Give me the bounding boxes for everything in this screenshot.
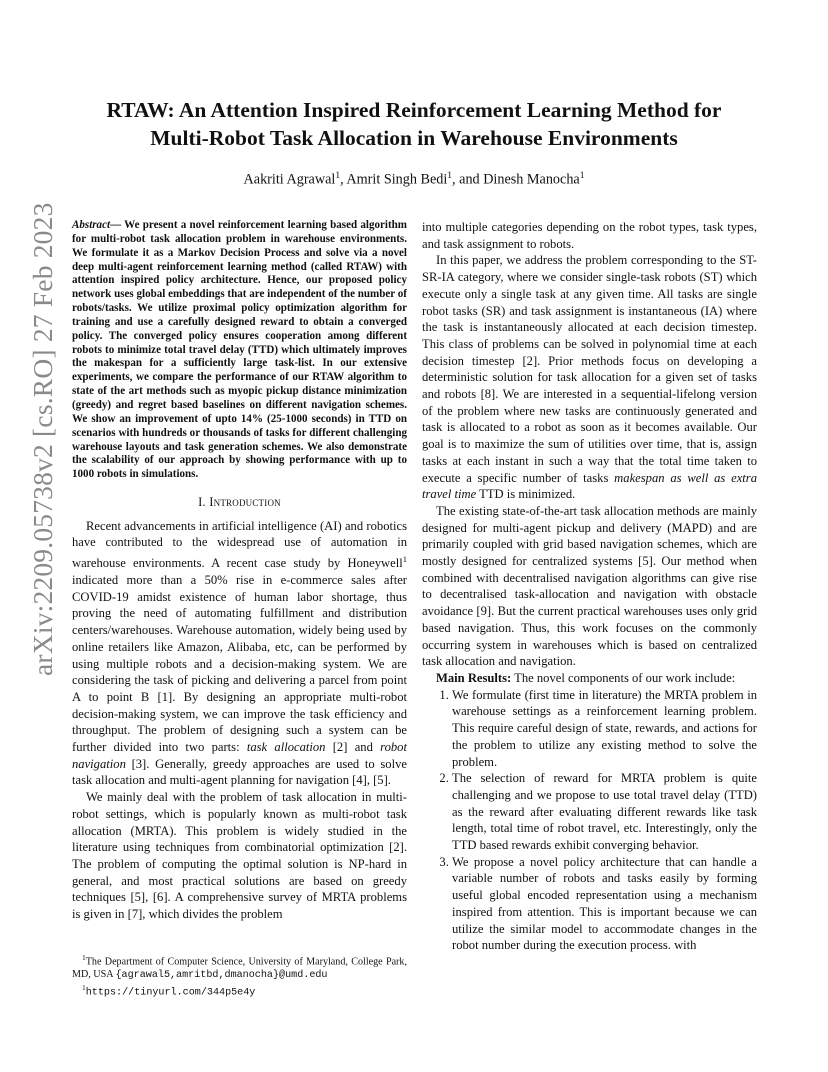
author-1: Aakriti Agrawal <box>243 171 336 188</box>
author-3: Dinesh Manocha <box>483 171 580 188</box>
author-2: Amrit Singh Bedi <box>346 171 448 188</box>
abstract: Abstract— We present a novel reinforcement learning based algorithm for multi-robot task allocation problem in warehouse environments. We formulate it as a Markov Decision Process and solve via a novel deep multi-agent reinforcement learning method (called RTAW) with attention inspired policy architecture. Hence, our proposed policy network uses global embeddings that are independent of the number of robots/tasks. We utilize proximal policy optimization algorithm for training and use a carefully designed reward to obtain a converged policy. The converged policy ensures cooperation among different robots to minimize total travel delay (TTD) which ultimately improves the makespan for a sufficiently large task-list. In our extensive experiments, we compare the performance of our RTAW algorithm to state of the art methods such as myopic pickup distance minimization (greedy) and regret based baselines on different navigation schemes. We show an improvement of upto 14% (25-1000 seconds) in TTD on scenarios with hundreds or thousands of tasks for different challenging warehouse layouts and task generation schemes. We also demonstrate the scalability of our approach by showing performance with up to 1000 robots in simulations. <box>72 219 407 481</box>
paper-title <box>70 96 758 152</box>
affiliation-mark-3: 1 <box>579 171 585 181</box>
title-line-2: Multi-Robot Task Allocation in Warehouse Environments <box>150 126 678 150</box>
main-results-intro: Main Results: The novel components of our work include: <box>436 670 736 685</box>
right-paragraph-continued: into multiple categories depending on the robot types, task types, and task assignment to robots. <box>422 220 757 251</box>
abstract-text: We present a novel reinforcement learning based algorithm for multi-robot task allocation problem in warehouse environments. We formulate it as a Markov Decision Process and solve via a novel deep multi-agent reinforcement learning method (called RTAW) with attention inspired policy architecture. Hence, our proposed policy network uses global embeddings that are independent of the number of robots/tasks. We utilize proximal policy optimization algorithm for training and use a carefully designed reward to obtain a converged policy. The converged policy ensures cooperation among different robots to minimize total travel delay (TTD) which ultimately improves the makespan for a sufficiently large task-list. In our extensive experiments, we compare the performance of our RTAW algorithm to state of the art methods such as myopic pickup distance minimization (greedy) and regret based baselines on different navigation schemes. We show an improvement of upto 14% (25-1000 seconds) in TTD on scenarios with hundreds or thousands of tasks for different challenging warehouse layouts and task generation schemes. We also demonstrate the scalability of our approach by showing performance with up to 1000 robots in simulations. <box>72 219 407 481</box>
left-column <box>72 219 407 923</box>
footnote-url: $^1$https://tinyurl.com/344p5e4y <box>82 982 256 999</box>
author-emails: {agrawal5,amritbd,dmanocha}@umd.edu <box>115 969 328 981</box>
section-heading-introduction: I. Introduction <box>198 495 281 510</box>
right-paragraph-existing-methods: The existing state-of-the-art task allocation methods are mainly designed for multi-agent pickup and delivery (MAPD) and are primarily coupled with grid based navigation schemes, which are mostly designed for centralized systems [5]. Our method when combined with decentralised navigation algorithms can give rise to decentralised task-allocation and navigation with obstacle avoidance [9]. But the current practical warehouses uses only grid based navigation. Thus, this work focuses on the commonly occurring system in warehouses which is based on centralized task allocation and navigation. <box>422 503 757 669</box>
intro-paragraph-2: We mainly deal with the problem of task allocation in multi-robot settings, which is popularly known as multi-robot task allocation (MRTA). This problem is widely studied in the literature using techniques from combinatorial optimization [2]. The problem of computing the optimal solution is NP-hard in general, and most practical solutions are based on greedy techniques [5], [6]. A comprehensive survey of MRTA problems is given in [7], which divides the problem <box>72 790 407 922</box>
affiliation-mark-2: 1 <box>447 171 453 181</box>
main-results-label: Main Results: <box>436 670 512 685</box>
right-column <box>422 219 757 954</box>
main-results-list <box>422 687 757 954</box>
title-line-1: RTAW: An Attention Inspired Reinforcement Learning Method for <box>106 98 722 122</box>
footnote-ref-1: 1 <box>402 554 407 565</box>
list-item: 2. The selection of reward for MRTA problem is quite challenging and we propose to use total travel delay (TTD) as the reward after evaluating different rewards like task length, total time of robot travel, etc. Interestingly, only the TTD based rewards exhibit converging behavior. <box>452 770 757 854</box>
right-paragraph-problem: In this paper, we address the problem corresponding to the ST-SR-IA category, where we consider single-task robots (ST) which execute only a single task at any given time. All tasks are single robot tasks (SR) and task assignment is instantaneous (IA) where the task is instantaneously allocated at each decision timestep. This class of problems can be solved in polynomial time at each decision timestep [2]. Prior methods focus on developing a deterministic solution for task allocation for a given set of tasks and robots [8]. We are interested in a sequential-lifelong version of the problem where new tasks are continuously generated and task is allocated to a robot as soon as it becomes available. Our goal is to maximize the sum of utilities over time, that is, assign tasks at each instant in such a way that the total time taken to execute a specific number of tasks makespan as well as extra travel time TTD is minimized. <box>422 253 758 502</box>
footnote-affiliation: $^1$The Department of Computer Science, University of Maryland, College Park, MD, USA {agrawal5,amritbd,dmanocha}@umd.edu <box>72 953 407 981</box>
author-list: Aakriti Agrawal$^1$, Amrit Singh Bedi$^1$, and Dinesh Manocha$^1$ <box>243 171 585 188</box>
list-item: 3. We propose a novel policy architecture that can handle a variable number of robots and tasks easily by forming useful global encoded representation using a mechanism inspired from attention. This is important because we can utilize the similar model to accommodate changes in the robot number during the execution process. with <box>452 854 757 954</box>
abstract-label: Abstract <box>72 219 111 231</box>
arxiv-identifier-stamp: arXiv:2209.05738v2 [cs.RO] 27 Feb 2023 <box>27 202 58 676</box>
footnotes <box>72 952 407 1000</box>
footnote-link[interactable]: https://tinyurl.com/344p5e4y <box>85 987 256 999</box>
list-item: 1. We formulate (first time in literature) the MRTA problem in warehouse settings as a reinforcement learning problem. This require careful design of state, rewards, and actions for the problem to utilize any existing method to solve the problem. <box>452 687 757 771</box>
affiliation-mark-1: 1 <box>335 171 341 181</box>
intro-paragraph-1: Recent advancements in artificial intelligence (AI) and robotics have contributed to the widespread use of automation in warehouse environments. A recent case study by Honeywell$^1$ indicated more than a 50% rise in e-commerce sales after COVID-19 amidst existence of human labor shortage, thus proving the need of automating fulfillment and distribution centers/warehouses. Warehouse automation, widely being used by online retailers like Amazon, Alibaba, etc, can be performed by using multiple robots and a decision-making system. We are considering the task of picking and delivering a parcel from point A to point B [1]. By designing an appropriate multi-robot decision-making system, we can improve the task efficiency and throughput. The problem of designing such a system can be further divided into two parts: task allocation [2] and robot navigation [3]. Generally, greedy approaches are used to solve task allocation and multi-agent planning for navigation [4], [5]. <box>72 518 407 788</box>
